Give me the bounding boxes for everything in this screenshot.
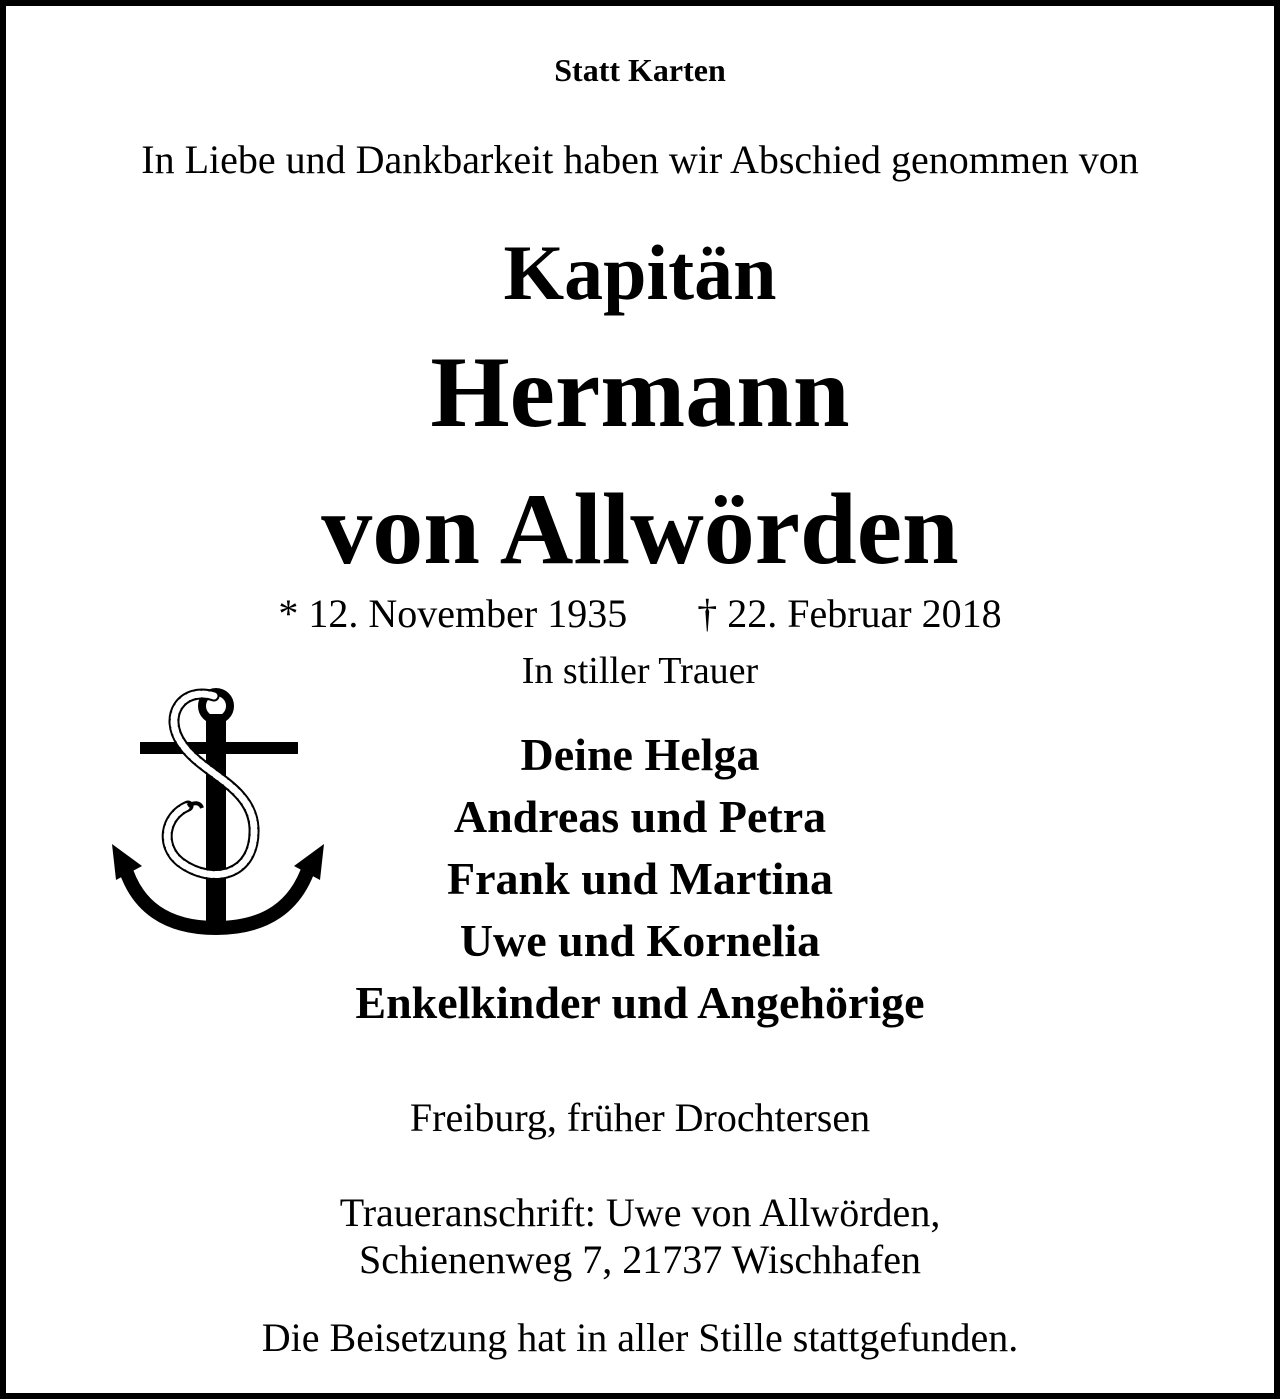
mourner-1: Deine Helga bbox=[520, 729, 760, 780]
life-dates bbox=[6, 590, 1274, 637]
deceased-last-name: von Allwörden bbox=[321, 473, 959, 586]
mourner-4: Uwe und Kornelia bbox=[459, 915, 821, 966]
mourning-line: In stiller Trauer bbox=[521, 650, 759, 692]
address-line-2: Schienenweg 7, 21737 Wischhafen bbox=[359, 1237, 921, 1282]
statt-karten-heading: Statt Karten bbox=[554, 52, 726, 88]
mourner-3: Frank und Martina bbox=[447, 853, 833, 904]
mourners-list bbox=[6, 724, 1274, 1034]
intro-text: In Liebe und Dankbarkeit haben wir Abschied genommen von bbox=[141, 137, 1139, 182]
deceased-title: Kapitän bbox=[503, 229, 777, 316]
birth-date: * 12. November 1935 bbox=[278, 591, 628, 636]
mourner-5: Enkelkinder und Angehörige bbox=[355, 977, 925, 1028]
mourner-2: Andreas und Petra bbox=[453, 791, 827, 842]
funeral-note: Die Beisetzung hat in aller Stille stattgefunden. bbox=[261, 1315, 1019, 1360]
address-line-1: Traueranschrift: Uwe von Allwörden, bbox=[339, 1190, 941, 1235]
death-date: † 22. Februar 2018 bbox=[697, 591, 1002, 636]
deceased-first-name: Hermann bbox=[430, 336, 850, 449]
place-line: Freiburg, früher Drochtersen bbox=[409, 1095, 871, 1140]
